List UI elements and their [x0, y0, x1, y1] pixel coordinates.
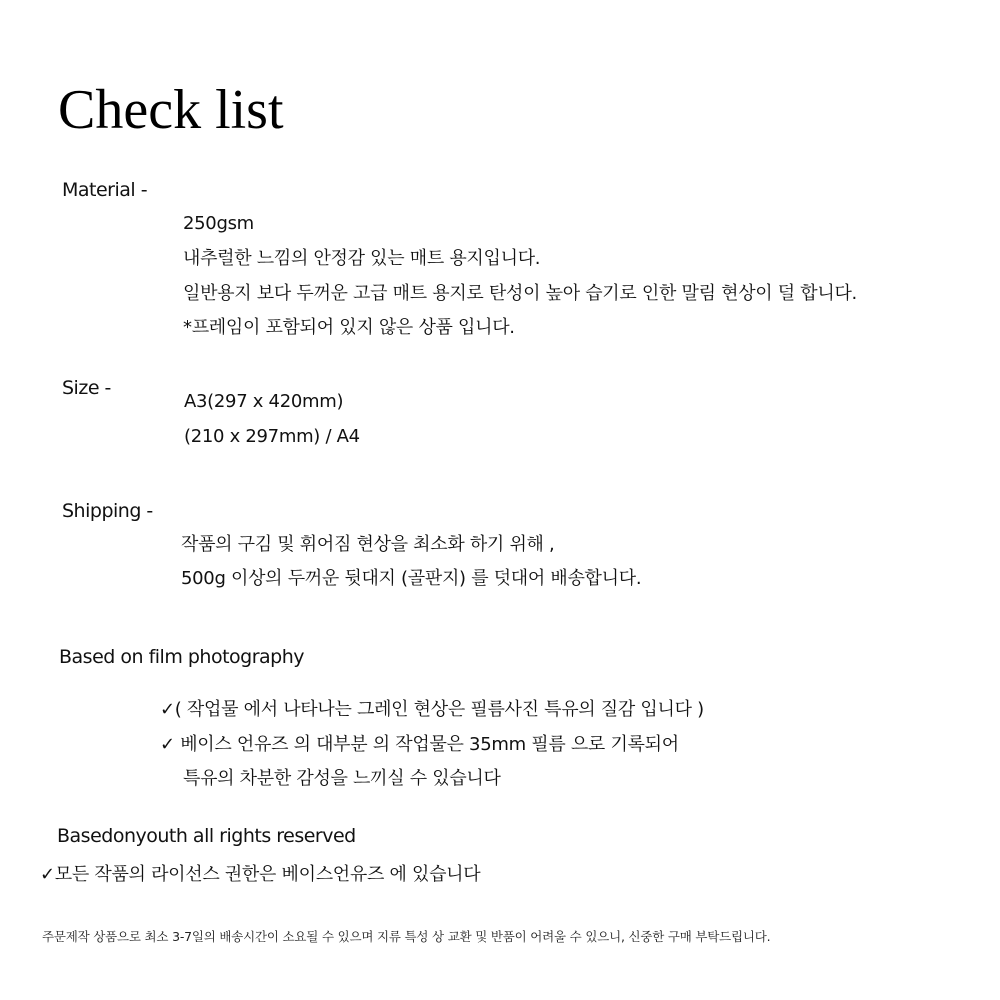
- material-line: 내추럴한 느낌의 안정감 있는 매트 용지입니다.: [183, 248, 541, 269]
- footnote: 주문제작 상품으로 최소 3-7일의 배송시간이 소요될 수 있으며 지류 특성 상 교환 및 반품이 어려울 수 있으니, 신중한 구매 부탁드립니다.: [42, 929, 771, 944]
- film-heading: Based on film photography: [59, 646, 305, 668]
- shipping-line: 500g 이상의 두꺼운 뒷대지 (골판지) 를 덧대어 배송합니다.: [181, 568, 642, 589]
- shipping-line: 작품의 구김 및 휘어짐 현상을 최소화 하기 위해 ,: [181, 534, 555, 555]
- material-line: 일반용지 보다 두꺼운 고급 매트 용지로 탄성이 높아 습기로 인한 말림 현상이 덜 합니다.: [183, 283, 857, 304]
- material-line: 250gsm: [183, 213, 254, 234]
- material-label: Material -: [62, 179, 148, 201]
- material-line: *프레임이 포함되어 있지 않은 상품 입니다.: [183, 317, 515, 338]
- shipping-label: Shipping -: [62, 500, 153, 522]
- film-line: ✓( 작업물 에서 나타나는 그레인 현상은 필름사진 특유의 질감 입니다 ): [160, 699, 704, 720]
- size-line: A3(297 x 420mm): [184, 391, 344, 412]
- size-label: Size -: [62, 377, 111, 399]
- film-line: 특유의 차분한 감성을 느끼실 수 있습니다: [183, 768, 501, 789]
- rights-line: ✓모든 작품의 라이선스 권한은 베이스언유즈 에 있습니다: [40, 864, 481, 885]
- film-line: ✓ 베이스 언유즈 의 대부분 의 작업물은 35mm 필름 으로 기록되어: [160, 734, 679, 755]
- page-title: Check list: [58, 79, 284, 141]
- rights-heading: Basedonyouth all rights reserved: [57, 825, 356, 847]
- size-line: (210 x 297mm) / A4: [184, 426, 360, 447]
